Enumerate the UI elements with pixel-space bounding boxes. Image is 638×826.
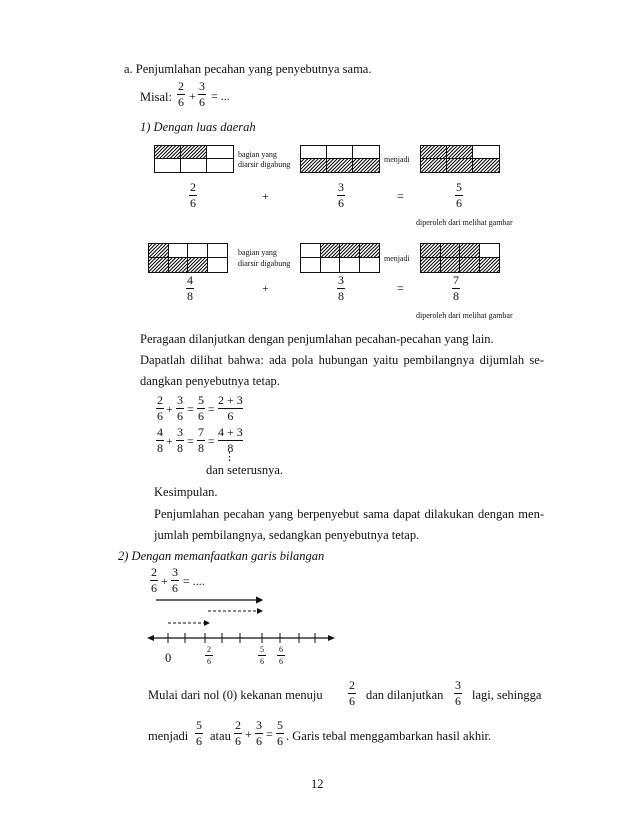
fraction-2-6: 2 6 [151,565,157,595]
plus-sign: + [189,89,196,103]
plus-sign: + [166,434,173,448]
area-4-of-8 [148,243,228,273]
equals-sign: = [397,189,404,203]
fraction-2plus3-6: 2 + 3 6 [218,393,243,423]
fraction-3-6: 3 6 [256,718,262,748]
fraction-3-8: 3 8 [338,273,344,303]
fraction-5-6: 5 6 [456,180,462,210]
plus-sign: + [262,281,269,295]
section-a-title: a. Penjumlahan pecahan yang penyebutnya sama. [124,62,372,76]
number-line-zero: 0 [165,651,172,665]
equals-sign: = [187,434,194,448]
equals-sign: = [397,281,404,295]
tick-label-2-6: 2 6 [207,645,211,666]
conclusion-line2: jumlah pembilangnya, sedangkan penyebutnya tetap. [154,528,420,542]
label-combined: diarsir digabung [238,259,291,268]
fraction-2-6: 2 6 [349,678,355,708]
fraction-3-6: 3 6 [172,565,178,595]
number-line-tail: = .... [183,574,205,588]
fraction-4plus3-8: 4 + 3 8 [218,425,243,455]
final-text-1c: lagi, sehingga [472,688,542,702]
fraction-misal-a: 2 6 [178,79,184,109]
subsection-1-title: 1) Dengan luas daerah [140,120,256,134]
fraction-2-6: 2 6 [235,718,241,748]
plus-sign: + [262,189,269,203]
label-combined: diarsir digabung [238,160,291,169]
misal-label: Misal: [140,90,172,104]
misal-tail: = ... [211,89,230,103]
fraction-4-8: 4 8 [157,425,163,455]
conclusion-title: Kesimpulan. [154,485,218,499]
paragraph-continuation: Peragaan dilanjutkan dengan penjumlahan pecahan-pecahan yang lain. [140,332,494,346]
equals-sign: = [266,727,273,741]
plus-sign: + [161,574,168,588]
final-text-1b: dan dilanjutkan [366,688,444,702]
final-text-1a: Mulai dari nol (0) kekanan menuju [148,688,323,702]
subsection-2-title: 2) Dengan memanfaatkan garis bilangan [118,549,325,563]
paragraph-pattern-line1: Dapatlah dilihat bahwa: ada pola hubungan yaitu pembilangnya dijumlah se- [140,353,544,367]
fraction-3-6: 3 6 [338,180,344,210]
label-seen: diperoleh dari melihat gambar [416,218,513,227]
fraction-3-8: 3 8 [177,425,183,455]
equals-sign: = [208,402,215,416]
final-text-2c: . Garis tebal menggambarkan hasil akhir. [286,729,492,743]
conclusion-line1: Penjumlahan pecahan yang berpenyebut sama dapat dilakukan dengan men- [154,507,544,521]
fraction-4-8: 4 8 [187,273,193,303]
equals-sign: = [208,434,215,448]
fraction-3-6: 3 6 [455,678,461,708]
final-text-2b: atau [210,729,231,743]
label-becomes: menjadi [384,155,410,164]
plus-sign: + [166,402,173,416]
tick-label-5-6: 5 6 [260,645,264,666]
fraction-2-6: 2 6 [157,393,163,423]
axis-left-arrowhead [147,635,154,641]
and-so-on: dan seterusnya. [206,463,284,477]
area-2-of-6 [154,145,234,173]
area-7-of-8 [420,243,500,273]
area-5-of-6 [420,145,500,173]
fraction-7-8: 7 8 [198,425,204,455]
label-seen: diperoleh dari melihat gambar [416,311,513,320]
equals-sign: = [187,402,194,416]
label-becomes: menjadi [384,254,410,263]
vertical-dots: ⋮ [224,451,235,463]
page-number: 12 [311,777,324,791]
fraction-5-6: 5 6 [277,718,283,748]
paragraph-pattern-line2: dangkan penyebutnya tetap. [140,374,280,388]
final-text-2a: menjadi [148,729,189,743]
axis-right-arrowhead [328,635,335,641]
fraction-2-6: 2 6 [190,180,196,210]
number-line-diagram [145,590,345,650]
label-shaded: bagian yang [238,248,277,257]
plus-sign: + [245,727,252,741]
fraction-7-8: 7 8 [453,273,459,303]
fraction-5-6: 5 6 [196,718,202,748]
area-3-of-8 [300,243,380,273]
label-shaded: bagian yang [238,150,277,159]
area-3-of-6 [300,145,380,173]
fraction-3-6: 3 6 [177,393,183,423]
tick-label-6-6: 6 6 [279,645,283,666]
fraction-misal-b: 3 6 [199,79,205,109]
fraction-5-6: 5 6 [198,393,204,423]
